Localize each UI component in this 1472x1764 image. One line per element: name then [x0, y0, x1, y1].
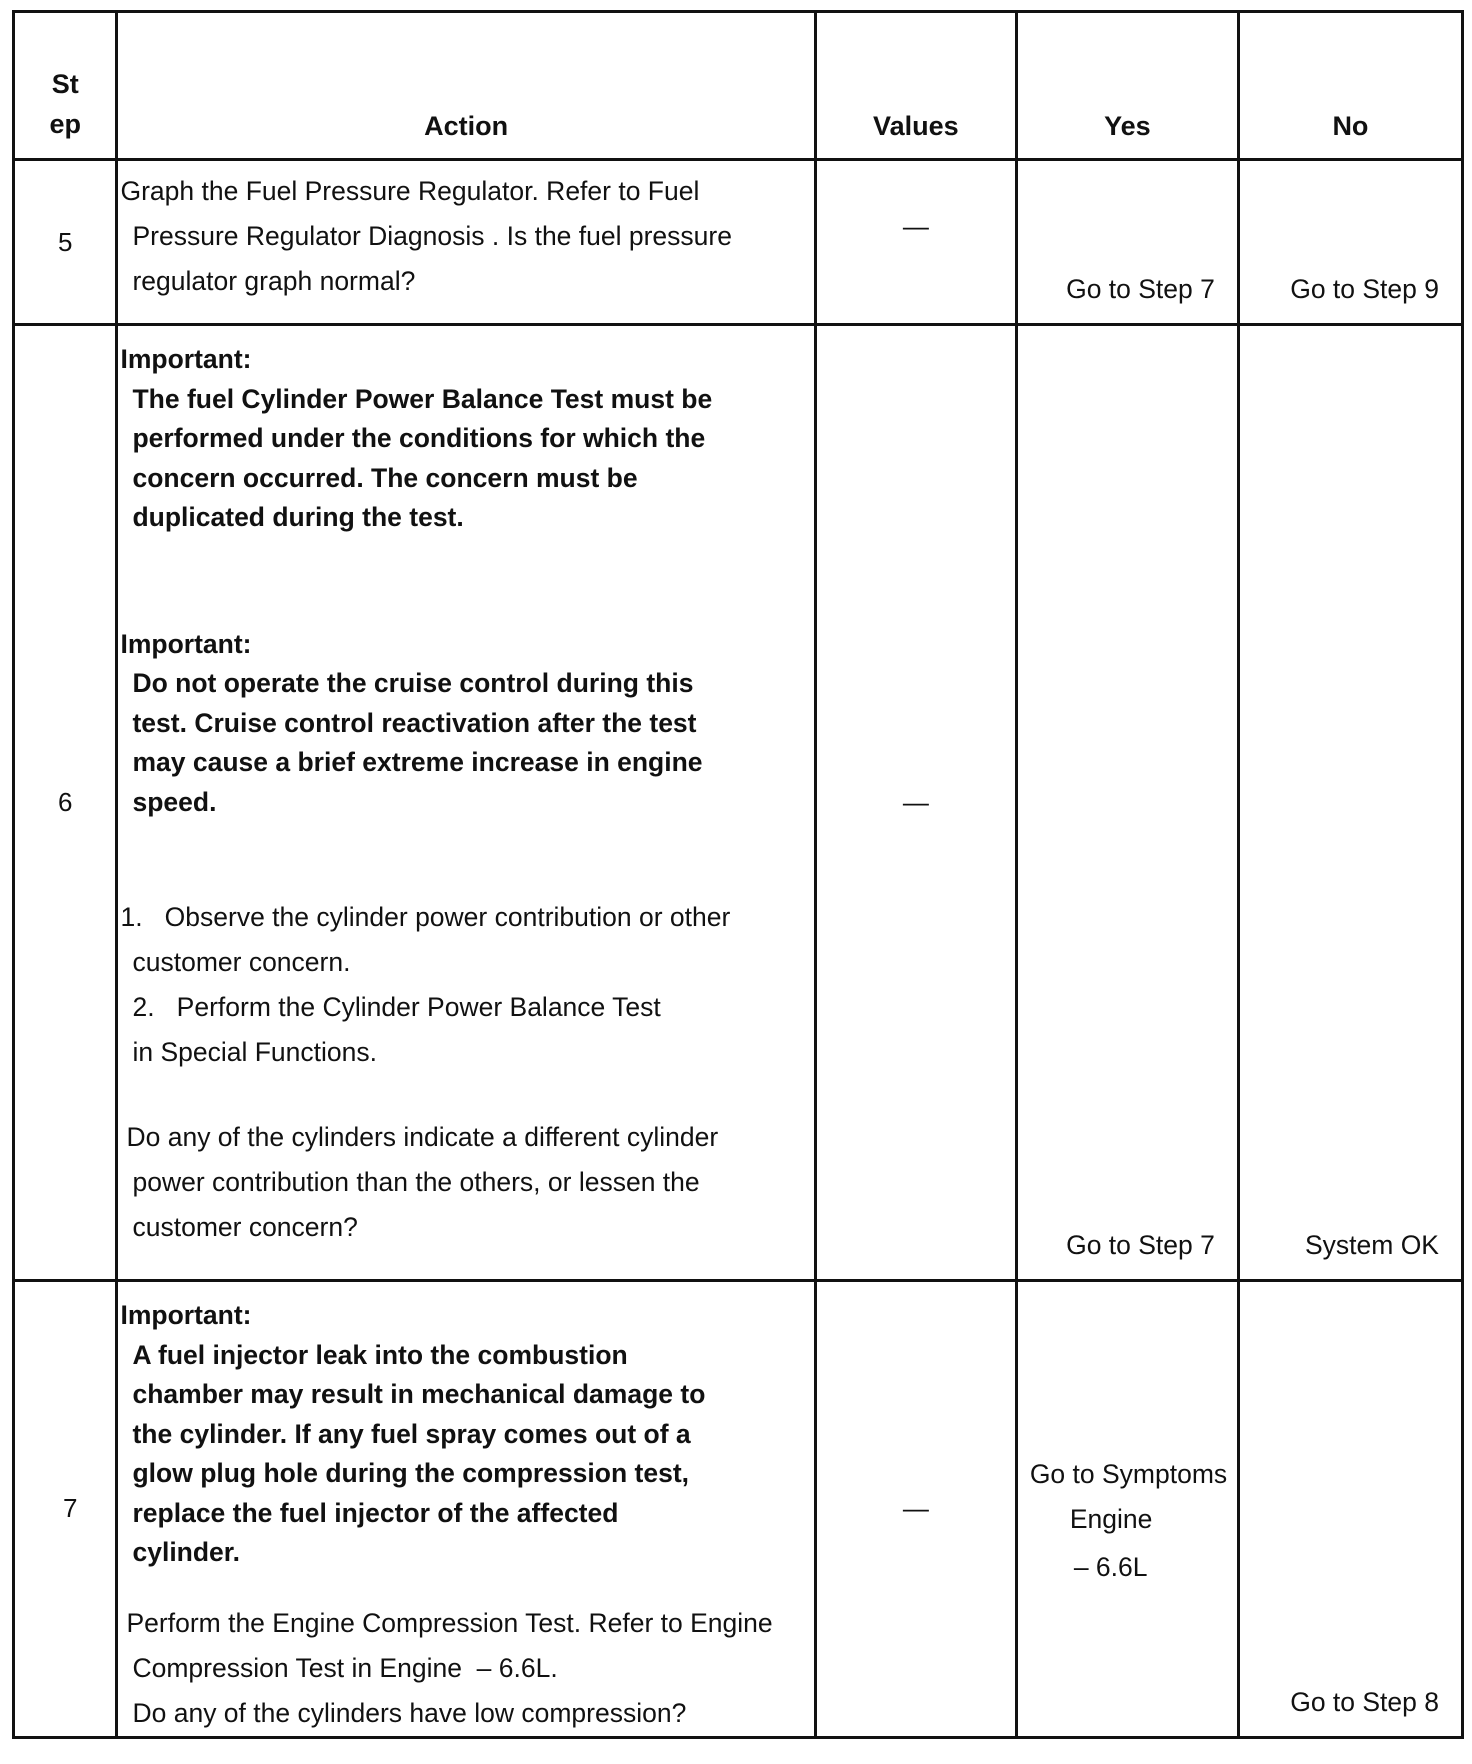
important-line: replace the fuel injector of the affected — [132, 1497, 619, 1528]
important-line: cylinder. — [132, 1537, 241, 1567]
table-row-step-6 — [14, 325, 1463, 1281]
yes-line: Go to Symptoms — [1029, 1459, 1228, 1489]
important-line: test. Cruise control reactivation after the test — [132, 707, 697, 738]
values-cell: — — [815, 1281, 1016, 1738]
important-line: chamber may result in mechanical damage to — [132, 1379, 706, 1409]
action-line: Do any of the cylinders have low compression? — [132, 1697, 687, 1728]
important-line: the cylinder. If any fuel spray comes out of a — [132, 1418, 691, 1449]
no-cell: System OK — [1238, 325, 1462, 1281]
yes-cell: Go to Step 7 — [1016, 160, 1238, 325]
important-line: A fuel injector leak into the combustion — [132, 1339, 628, 1370]
important-line: concern occurred. The concern must be — [132, 462, 638, 493]
list-item: 2. Perform the Cylinder Power Balance Test — [132, 992, 661, 1022]
important-line: The fuel Cylinder Power Balance Test must be — [132, 383, 713, 414]
question-line: Do any of the cylinders indicate a different cylinder — [126, 1122, 719, 1152]
question-line: power contribution than the others, or lessen the — [132, 1167, 700, 1197]
values-cell: — — [815, 160, 1016, 325]
important-line: duplicated during the test. — [132, 502, 464, 532]
header-no: No — [1238, 12, 1462, 160]
header-step — [14, 12, 117, 160]
important-label: Important: — [120, 344, 252, 374]
action-cell — [117, 1281, 815, 1738]
important-line: Do not operate the cruise control during this — [132, 668, 694, 698]
action-cell — [117, 325, 815, 1281]
yes-cell: Go to Step 7 — [1016, 325, 1238, 1281]
header-yes: Yes — [1016, 12, 1238, 160]
list-item: in Special Functions. — [132, 1037, 378, 1067]
action-line: Perform the Engine Compression Test. Refer to Engine — [126, 1607, 773, 1638]
action-line: Compression Test in Engine – 6.6L. — [132, 1652, 558, 1683]
important-line: may cause a brief extreme increase in engine — [132, 747, 703, 777]
table-row-step-5 — [14, 160, 1463, 325]
values-cell: — — [815, 325, 1016, 1281]
important-line: speed. — [132, 786, 217, 817]
important-line: performed under the conditions for which the — [132, 423, 706, 453]
step-number: 7 — [14, 1281, 117, 1738]
diagnostic-table — [12, 10, 1464, 1739]
important-line: glow plug hole during the compression test, — [132, 1458, 690, 1488]
question-line: customer concern? — [132, 1212, 358, 1242]
header-action: Action — [117, 12, 815, 160]
list-item: 1. Observe the cylinder power contribution or other — [120, 902, 731, 932]
action-line: regulator graph normal? — [132, 266, 416, 296]
important-label: Important: — [120, 1300, 252, 1330]
no-cell: Go to Step 9 — [1238, 160, 1462, 325]
no-cell: Go to Step 8 — [1238, 1281, 1462, 1738]
header-row — [14, 12, 1463, 160]
yes-line: Engine — [1069, 1504, 1153, 1534]
header-step-line1: St — [51, 69, 79, 99]
action-line: Graph the Fuel Pressure Regulator. Refer to Fuel — [120, 176, 700, 206]
list-item: customer concern. — [132, 947, 351, 977]
yes-line: – 6.6L — [1073, 1552, 1148, 1582]
action-cell — [117, 160, 815, 325]
step-number: 5 — [14, 160, 117, 325]
header-values: Values — [815, 12, 1016, 160]
important-label: Important: — [120, 628, 252, 659]
yes-cell — [1016, 1281, 1238, 1738]
action-line: Pressure Regulator Diagnosis . Is the fuel pressure — [132, 221, 732, 251]
header-step-line2: ep — [49, 109, 81, 139]
table-row-step-7 — [14, 1281, 1463, 1738]
step-number: 6 — [14, 325, 117, 1281]
